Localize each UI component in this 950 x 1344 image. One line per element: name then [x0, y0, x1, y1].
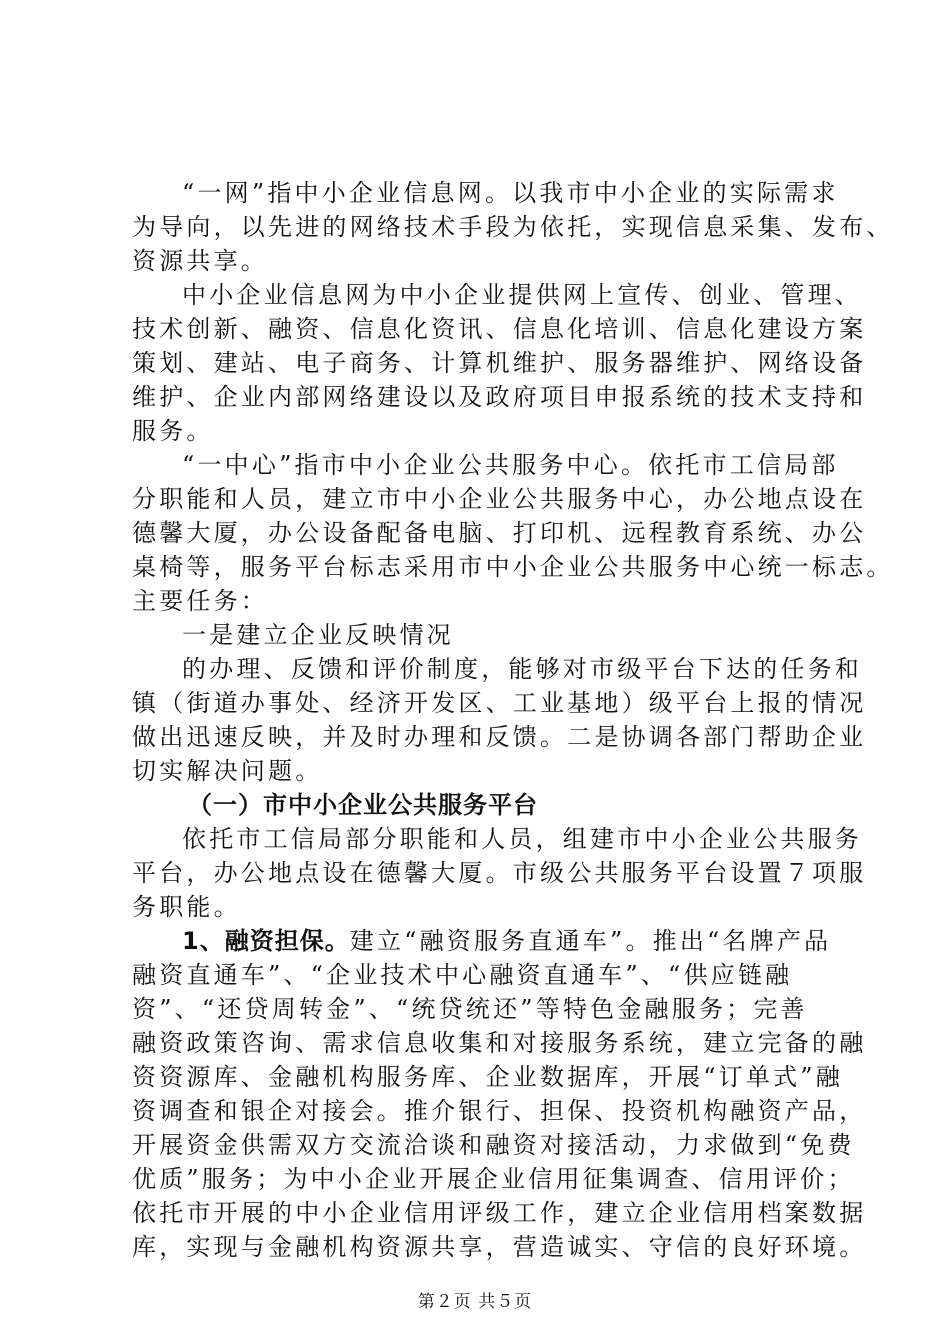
- paragraph-line: 务职能。: [132, 893, 241, 921]
- paragraph-line: 依托市开展的中小企业信用评级工作，建立企业信用档案数据: [132, 1199, 867, 1227]
- paragraph-line: 融资政策咨询、需求信息收集和对接服务系统，建立完备的融: [132, 1029, 867, 1057]
- paragraph-line: 策划、建站、电子商务、计算机维护、服务器维护、网络设备: [132, 349, 867, 377]
- paragraph-line: 服务。: [132, 417, 214, 445]
- section-heading: （一）市中小企业公共服务平台: [188, 791, 538, 819]
- paragraph-line: “一中心”指市中小企业公共服务中心。依托市工信局部: [182, 451, 839, 479]
- paragraph-line: 为导向，以先进的网络技术手段为依托，实现信息采集、发布、: [132, 213, 894, 241]
- paragraph-line: 德馨大厦，办公设备配备电脑、打印机、远程教育系统、办公: [132, 519, 867, 547]
- paragraph-line: 主要任务：: [132, 587, 268, 615]
- paragraph-line: 分职能和人员，建立市中小企业公共服务中心，办公地点设在: [132, 485, 867, 513]
- page-number-footer: 第２页 共５页: [417, 1292, 533, 1312]
- paragraph-line: 镇（街道办事处、经济开发区、工业基地）级平台上报的情况: [132, 689, 867, 717]
- paragraph-text: 建立“融资服务直通车”。推出“名牌产品: [349, 927, 832, 955]
- paragraph-line: 中小企业信息网为中小企业提供网上宣传、创业、管理、: [182, 281, 862, 309]
- paragraph-line: 资源共享。: [132, 247, 268, 275]
- paragraph-line: 的办理、反馈和评价制度，能够对市级平台下达的任务和: [182, 655, 862, 683]
- paragraph-line: 一是建立企业反映情况: [182, 621, 454, 649]
- paragraph-line: 优质”服务；为中小企业开展企业信用征集调查、信用评价；: [132, 1165, 855, 1193]
- paragraph-line: [182, 924, 831, 958]
- paragraph-line: 平台，办公地点设在德馨大厦。市级公共服务平台设置７项服: [132, 859, 867, 887]
- paragraph-line: 切实解决问题。: [132, 757, 323, 785]
- paragraph-line: 库，实现与金融机构资源共享，营造诚实、守信的良好环境。: [132, 1233, 867, 1261]
- paragraph-line: 开展资金供需双方交流洽谈和融资对接活动，力求做到“免费: [132, 1131, 855, 1159]
- paragraph-line: 做出迅速反映，并及时办理和反馈。二是协调各部门帮助企业: [132, 723, 867, 751]
- paragraph-line: 维护、企业内部网络建设以及政府项目申报系统的技术支持和: [132, 383, 867, 411]
- paragraph-line: 桌椅等，服务平台标志采用市中小企业公共服务中心统一标志。: [132, 553, 894, 581]
- paragraph-line: 资”、“还贷周转金”、“统贷统还”等特色金融服务；完善: [132, 995, 808, 1023]
- paragraph-line: 资资源库、金融机构服务库、企业数据库，开展“订单式”融: [132, 1063, 843, 1091]
- paragraph-line: 依托市工信局部分职能和人员，组建市中小企业公共服务: [182, 825, 862, 853]
- paragraph-line: 资调查和银企对接会。推介银行、担保、投资机构融资产品，: [132, 1097, 867, 1125]
- paragraph-line: 融资直通车”、“企业技术中心融资直通车”、“供应链融: [132, 961, 793, 989]
- item-heading: 1、融资担保。: [182, 927, 350, 955]
- paragraph-line: “一网”指中小企业信息网。以我市中小企业的实际需求: [182, 179, 839, 207]
- paragraph-line: 技术创新、融资、信息化资讯、信息化培训、信息化建设方案: [132, 315, 867, 343]
